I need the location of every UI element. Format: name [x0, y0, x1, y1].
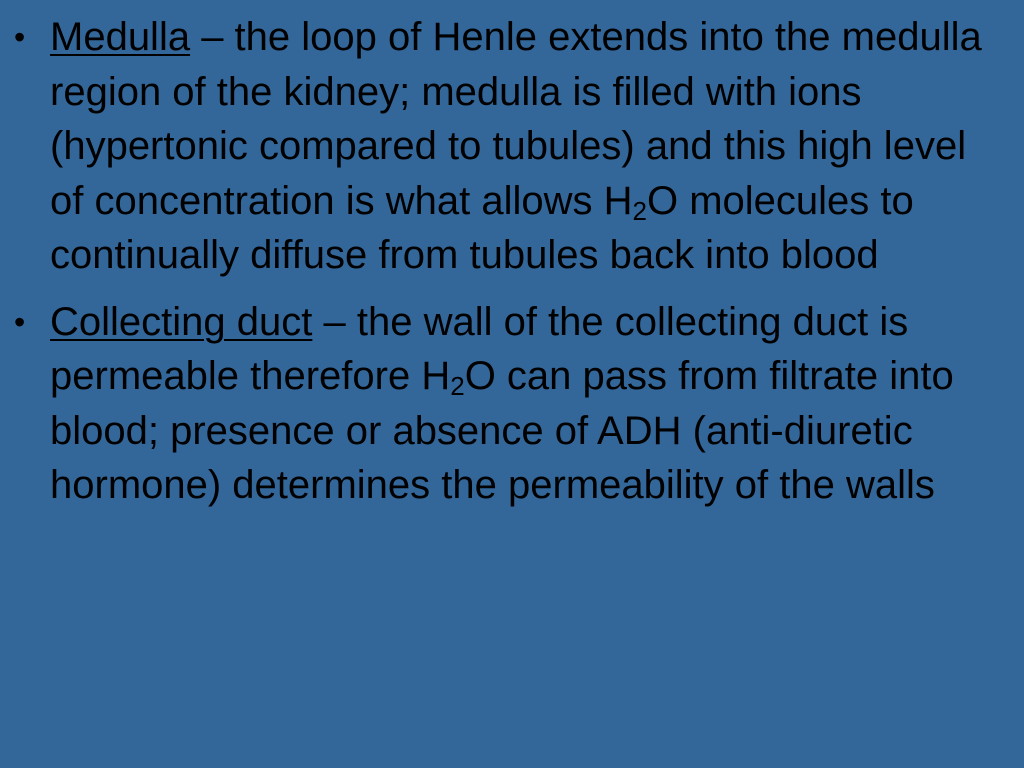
bullet-text: O molecules to continually diffuse from tubules back into blood: [50, 178, 914, 277]
bullet-text: – the wall of the collecting duct is permeable therefore H: [50, 299, 909, 398]
bullet-collecting-duct: [14, 295, 1004, 513]
bullet-medulla: [14, 10, 1004, 283]
subscript: 2: [632, 195, 647, 226]
term-medulla: Medulla: [50, 15, 191, 59]
subscript: 2: [450, 371, 465, 401]
bullet-text: O can pass from filtrate into blood; presence or absence of ADH (anti-diuretic hormone) determines the permeability of the walls: [50, 354, 954, 507]
bullet-list: [14, 10, 1004, 525]
term-collecting-duct: Collecting duct: [50, 299, 313, 344]
bullet-marker: •: [14, 19, 26, 55]
bullet-text: – the loop of Henle extends into the medulla region of the kidney; medulla is filled with ions (hypertonic compared to tubules) and this high level of concentration is what allows H: [50, 15, 982, 223]
bullet-marker: •: [14, 303, 26, 340]
